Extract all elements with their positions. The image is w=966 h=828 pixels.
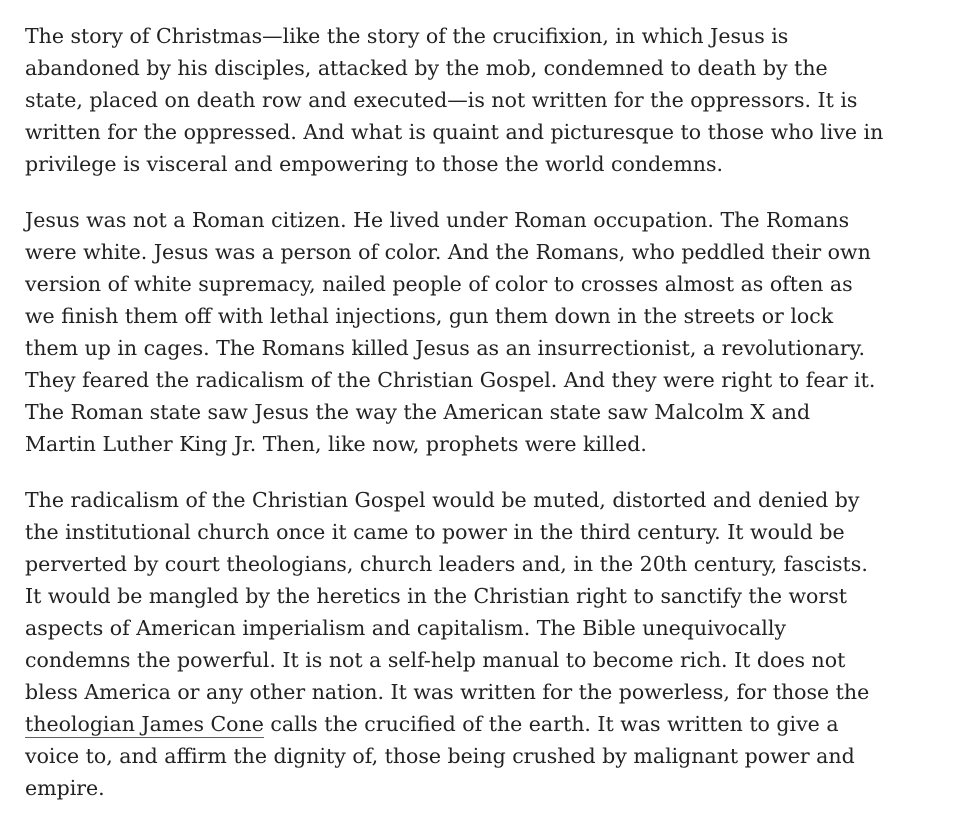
- paragraph-text-before-link: The radicalism of the Christian Gospel would be muted, distorted and denied by the institutional church once it came to power in the third century. It would be perverted by court theologians, church leaders and, in the 20th century, fascists. It would be mangled by the heretics in the Christian right to sanctify the worst aspects of American imperialism and capitalism. The Bible unequivocally condemns the powerful. It is not a self-help manual to become rich. It does not bless America or any other nation. It was written for the powerless, for those the: [25, 488, 870, 704]
- paragraph-roman-occupation: Jesus was not a Roman citizen. He lived under Roman occupation. The Romans were white. Jesus was a person of color. And the Romans, who peddled their own version of white supremacy, nailed people of color to crosses almost as often as we finish them off with lethal injections, gun them down in the streets or lock them up in cages. The Romans killed Jesus as an insurrectionist, a revolutionary. They feared the radicalism of the Christian Gospel. And they were right to fear it. The Roman state saw Jesus the way the American state saw Malcolm X and Martin Luther King Jr. Then, like now, prophets were killed.: [25, 208, 876, 456]
- paragraph-christmas-crucifixion: The story of Christmas—like the story of the crucifixion, in which Jesus is abandoned by his disciples, attacked by the mob, condemned to death by the state, placed on death row and executed—is not written for the oppressors. It is written for the oppressed. And what is quaint and picturesque to those who live in privilege is visceral and empowering to those the world condemns.: [25, 24, 884, 176]
- theologian-james-cone-link[interactable]: theologian James Cone: [25, 712, 264, 736]
- paragraph-text-after-link: calls the crucified of the earth. It was written to give a voice to, and affirm the dignity of, those being crushed by malignant power and empire.: [25, 712, 855, 800]
- paragraph-radicalism-gospel: [25, 484, 885, 804]
- article-body: [25, 20, 885, 828]
